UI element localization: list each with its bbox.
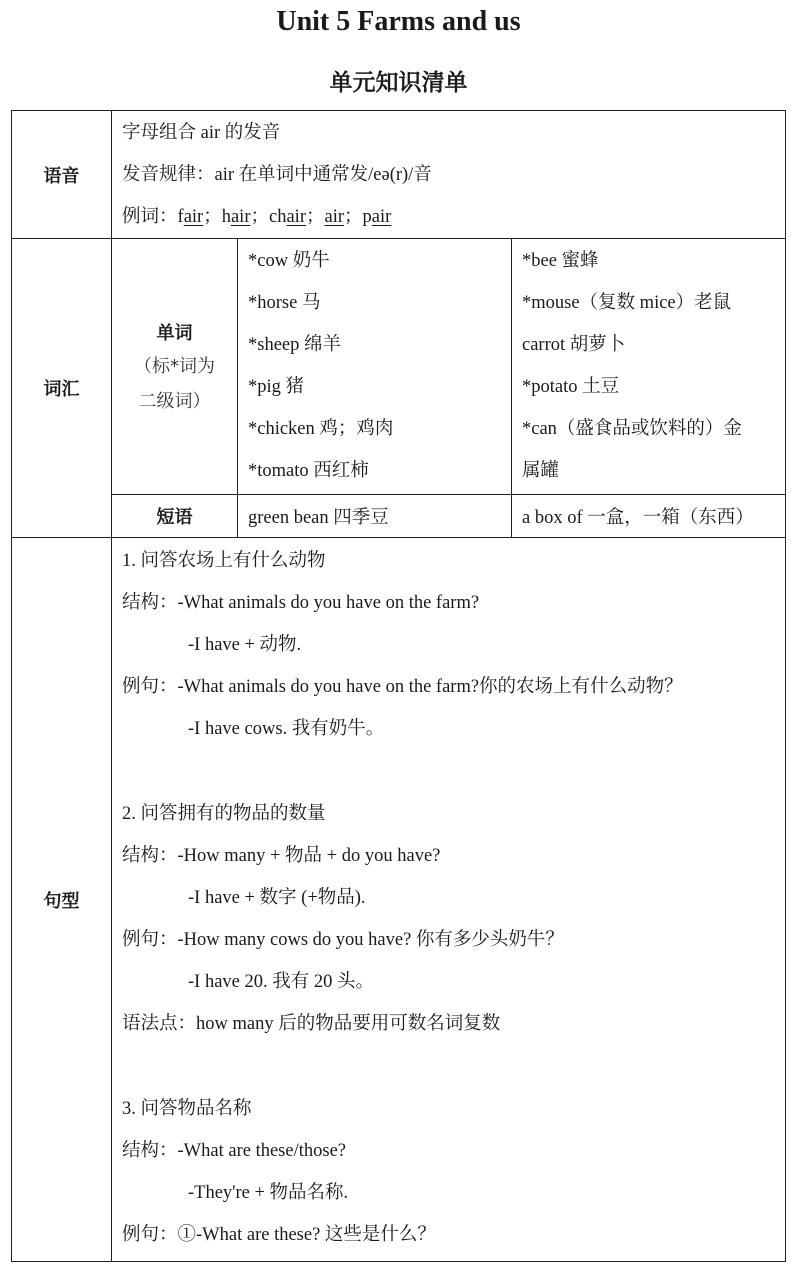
pronunciation-label: 语音 <box>12 111 112 239</box>
pattern-1-heading: 1. 问答农场上有什么动物 <box>122 551 326 571</box>
pronunciation-heading: 字母组合 air 的发音 <box>122 123 281 143</box>
phrase-left: green bean 四季豆 <box>238 495 512 538</box>
pattern-2-example: 例句：-How many cows do you have? 你有多少头奶牛？ <box>122 930 564 950</box>
pattern-1-example: 例句：-What animals do you have on the farm?你的农场上有什么动物？ <box>122 677 683 697</box>
words-right-col <box>512 239 786 495</box>
pronunciation-content <box>112 111 786 239</box>
pattern-3-structure-answer: -They're + 物品名称. <box>188 1183 349 1203</box>
pattern-1-structure-answer: -I have + 动物. <box>188 635 302 655</box>
example-word: chair； <box>269 207 325 227</box>
sentences-content <box>112 538 786 1262</box>
vocabulary-words-row <box>12 239 786 495</box>
word-item: *tomato 西红柿 <box>248 461 369 481</box>
pattern-2-example-answer: -I have 20. 我有 20 头。 <box>188 972 374 992</box>
pattern-3-structure: 结构：-What are these/those? <box>122 1141 346 1161</box>
phrases-label: 短语 <box>156 507 193 528</box>
pattern-2-structure-answer: -I have + 数字 (+物品). <box>188 888 366 908</box>
words-left-col <box>238 239 512 495</box>
example-word: pair <box>362 207 392 227</box>
example-word: air； <box>324 207 363 227</box>
vocabulary-phrases-row <box>12 495 786 538</box>
vocabulary-label: 词汇 <box>12 239 112 538</box>
words-note-2: 二级词） <box>138 390 211 412</box>
word-item: 属罐 <box>522 461 560 481</box>
pattern-1-example-answer: -I have cows. 我有奶牛。 <box>188 719 385 739</box>
phrases-label-cell <box>112 495 238 538</box>
pattern-2-grammar: 语法点：how many 后的物品要用可数名词复数 <box>122 1014 501 1034</box>
pronunciation-examples <box>122 196 775 238</box>
sentences-label: 句型 <box>12 538 112 1262</box>
word-item: *horse 马 <box>248 293 321 313</box>
sentences-row <box>12 538 786 1262</box>
word-item: carrot 胡萝卜 <box>522 335 626 355</box>
word-item: *potato 土豆 <box>522 377 620 397</box>
pattern-2-heading: 2. 问答拥有的物品的数量 <box>122 804 326 824</box>
word-item: *cow 奶牛 <box>248 251 330 271</box>
word-item: *sheep 绵羊 <box>248 335 341 355</box>
phrase-right: a box of 一盒，一箱（东西） <box>512 495 786 538</box>
word-item: *chicken 鸡；鸡肉 <box>248 419 394 439</box>
words-label-cell <box>112 239 238 495</box>
word-item: *can（盛食品或饮料的）金 <box>522 419 742 439</box>
pronunciation-rule: 发音规律：air 在单词中通常发/eə(r)/音 <box>122 165 432 185</box>
page-subtitle: 单元知识清单 <box>329 70 468 96</box>
words-note-1: （标*词为 <box>134 355 215 377</box>
word-item: *mouse（复数 mice）老鼠 <box>522 293 732 313</box>
pattern-3-heading: 3. 问答物品名称 <box>122 1099 252 1119</box>
pattern-3-example: 例句：①-What are these? 这些是什么？ <box>122 1225 436 1245</box>
pronunciation-row <box>12 111 786 239</box>
word-item: *bee 蜜蜂 <box>522 251 599 271</box>
words-label: 单词 <box>156 322 193 344</box>
word-item: *pig 猪 <box>248 377 305 397</box>
pattern-2-structure: 结构：-How many + 物品 + do you have? <box>122 846 441 866</box>
example-word: fair； <box>177 207 222 227</box>
page-title: Unit 5 Farms and us <box>276 6 521 37</box>
example-word: hair； <box>221 207 269 227</box>
pattern-1-structure: 结构：-What animals do you have on the farm? <box>122 593 480 613</box>
examples-label: 例词： <box>122 207 178 227</box>
knowledge-table <box>11 110 786 1262</box>
